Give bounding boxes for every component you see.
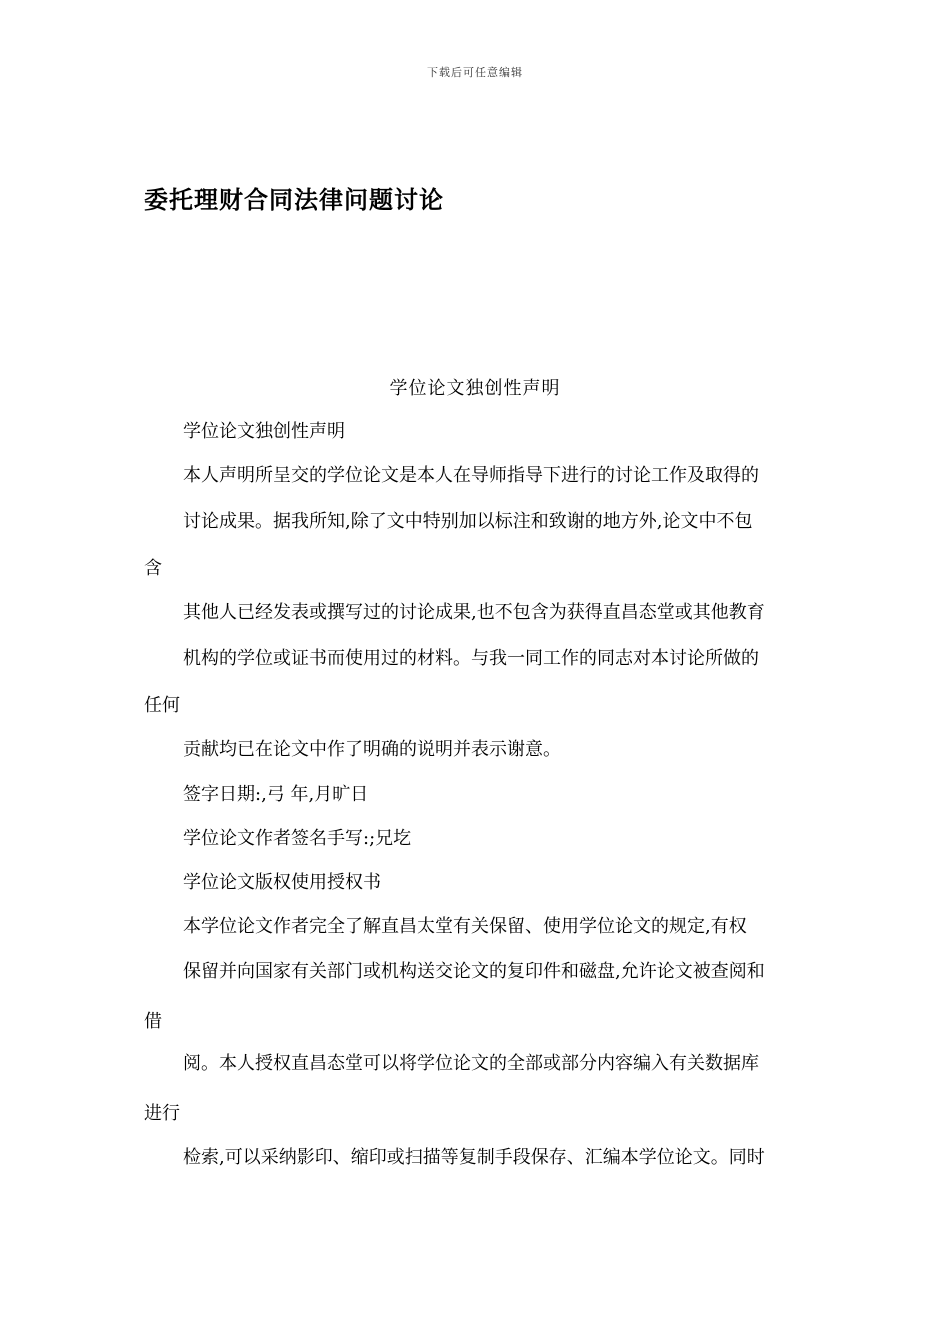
paragraph-line: 本人声明所呈交的学位论文是本人在导师指导下进行的讨论工作及取得的 [183,465,759,486]
paragraph-line: 检索,可以采纳影印、缩印或扫描等复制手段保存、汇编本学位论文。同时 [183,1147,765,1168]
paragraph-line: 其他人已经发表或撰写过的讨论成果,也不包含为获得直昌态堂或其他教育 [183,602,765,623]
paragraph-line: 学位论文作者签名手写:;兄圪 [183,828,412,849]
paragraph-line: 借 [144,1011,162,1032]
paragraph-line: 任何 [144,695,180,716]
section-heading: 学位论文独创性声明 [389,378,561,399]
paragraph-line: 含 [144,558,162,579]
paragraph-line: 签字日期:,弓 年,月旷日 [183,784,369,805]
paragraph-line: 本学位论文作者完全了解直昌太堂有关保留、使用学位论文的规定,有权 [183,916,747,937]
paragraph-line: 学位论文版权使用授权书 [183,872,381,893]
page-header: 下载后可任意编辑 [427,66,523,79]
paragraph-line: 阅。本人授权直昌态堂可以将学位论文的全部或部分内容编入有关数据库 [183,1053,759,1074]
document-title: 委托理财合同法律问题讨论 [144,186,444,214]
paragraph-line: 学位论文独创性声明 [183,421,345,442]
paragraph-line: 讨论成果。据我所知,除了文中特别加以标注和致谢的地方外,论文中不包 [183,511,753,532]
paragraph-line: 进行 [144,1103,180,1124]
paragraph-line: 贡献均已在论文中作了明确的说明并表示谢意。 [183,739,561,760]
paragraph-line: 机构的学位或证书而使用过的材料。与我一同工作的同志对本讨论所做的 [183,648,759,669]
paragraph-line: 保留并向国家有关部门或机构送交论文的复印件和磁盘,允许论文被查阅和 [183,961,765,982]
